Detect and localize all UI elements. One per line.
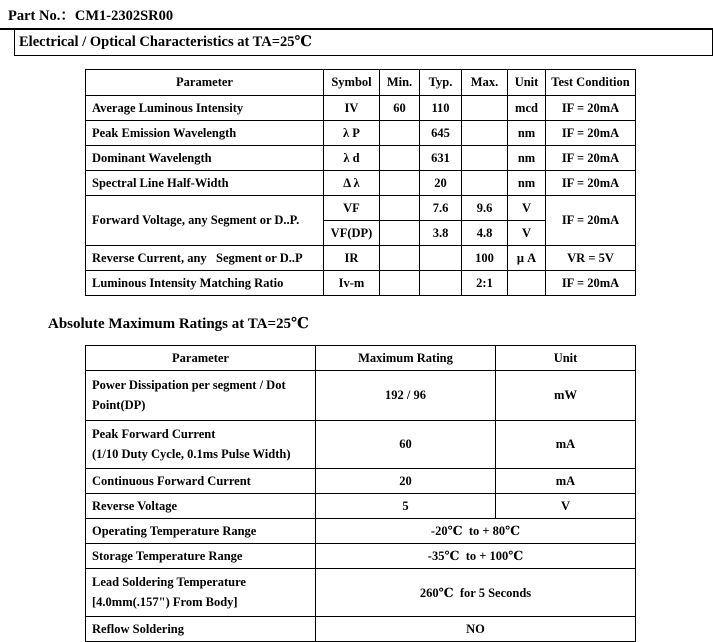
row-peak-forward-current [86,421,636,469]
cell-typ: 3.8 [420,221,462,246]
cell-test-condition: IF = 20mA [546,196,636,246]
cell-typ [420,246,462,271]
cell-max [462,96,508,121]
row-luminous-intensity-matching-ratio [86,271,636,296]
cell-parameter: Dominant Wavelength [86,146,324,171]
cell-merged-value: -20℃ to + 80℃ [316,519,636,544]
table-header-row [86,70,636,96]
parameter-line-2: Point(DP) [92,397,146,412]
cell-test-condition: IF = 20mA [546,271,636,296]
parameter-line-1: Lead Soldering Temperature [92,575,246,590]
absolute-maximum-ratings-table [85,345,636,642]
row-average-luminous-intensity [86,96,636,121]
cell-parameter: Continuous Forward Current [86,469,316,494]
cell-parameter: Peak Emission Wavelength [86,121,324,146]
cell-min [380,121,420,146]
cell-typ: 20 [420,171,462,196]
cell-symbol: IV [324,96,380,121]
cell-parameter: Luminous Intensity Matching Ratio [86,271,324,296]
cell-max [462,171,508,196]
column-header-parameter: Parameter [86,70,324,96]
cell-min [380,246,420,271]
cell-test-condition: IF = 20mA [546,146,636,171]
cell-unit: μ A [508,246,546,271]
cell-symbol: λ P [324,121,380,146]
cell-max: 2:1 [462,271,508,296]
cell-typ [420,271,462,296]
row-reflow-soldering [86,617,636,642]
cell-min [380,146,420,171]
section-electrical-title: Electrical / Optical Characteristics at TA=25℃ [19,34,312,50]
part-number-text: Part No.：CM1-2302SR00 [8,8,174,24]
cell-parameter: Reverse Current, any Segment or D..P [86,246,324,271]
cell-parameter: Reverse Voltage [86,494,316,519]
section-maximum-ratings-title [48,314,713,333]
parameter-line-1: Peak Forward Current [92,427,216,442]
parameter-line-2: (1/10 Duty Cycle, 0.1ms Pulse Width) [92,446,291,461]
column-header-parameter: Parameter [86,346,316,371]
cell-parameter: Operating Temperature Range [86,519,316,544]
cell-parameter: Storage Temperature Range [86,544,316,569]
cell-max: 9.6 [462,196,508,221]
section-maximum-ratings-title-text: Absolute Maximum Ratings at TA=25℃ [48,316,309,332]
column-header-max: Max. [462,70,508,96]
cell-min [380,171,420,196]
section-electrical-title-box [14,30,713,56]
row-lead-soldering-temperature [86,569,636,617]
cell-symbol: Δ λ [324,171,380,196]
cell-unit: nm [508,171,546,196]
cell-parameter: Forward Voltage, any Segment or D..P. [86,196,324,246]
cell-typ: 110 [420,96,462,121]
cell-unit: mcd [508,96,546,121]
cell-unit: nm [508,121,546,146]
cell-typ: 645 [420,121,462,146]
part-number-header [0,0,713,30]
cell-typ: 7.6 [420,196,462,221]
column-header-min: Min. [380,70,420,96]
row-operating-temperature-range [86,519,636,544]
cell-unit [508,271,546,296]
cell-maximum-rating: 20 [316,469,496,494]
column-header-test-condition: Test Condition [546,70,636,96]
cell-symbol: λ d [324,146,380,171]
row-storage-temperature-range [86,544,636,569]
cell-parameter: Reflow Soldering [86,617,316,642]
cell-test-condition: VR = 5V [546,246,636,271]
cell-unit: mW [496,371,636,421]
cell-symbol: Iv-m [324,271,380,296]
cell-test-condition: IF = 20mA [546,96,636,121]
cell-parameter [86,421,316,469]
row-continuous-forward-current [86,469,636,494]
row-forward-voltage-vf [86,196,636,221]
cell-parameter: Average Luminous Intensity [86,96,324,121]
cell-unit: V [496,494,636,519]
cell-min [380,271,420,296]
cell-symbol: IR [324,246,380,271]
cell-typ: 631 [420,146,462,171]
cell-merged-value: 260℃ for 5 Seconds [316,569,636,617]
row-reverse-current [86,246,636,271]
cell-max [462,146,508,171]
cell-symbol: VF(DP) [324,221,380,246]
cell-max: 100 [462,246,508,271]
cell-min [380,196,420,221]
cell-parameter [86,371,316,421]
cell-max [462,121,508,146]
column-header-maximum-rating: Maximum Rating [316,346,496,371]
cell-max: 4.8 [462,221,508,246]
row-reverse-voltage [86,494,636,519]
row-power-dissipation [86,371,636,421]
parameter-line-1: Power Dissipation per segment / Dot [92,378,286,393]
cell-maximum-rating: 60 [316,421,496,469]
cell-min [380,221,420,246]
row-dominant-wavelength [86,146,636,171]
cell-maximum-rating: 5 [316,494,496,519]
cell-unit: mA [496,469,636,494]
cell-merged-value: -35℃ to + 100℃ [316,544,636,569]
row-spectral-line-half-width [86,171,636,196]
row-peak-emission-wavelength [86,121,636,146]
column-header-unit: Unit [508,70,546,96]
cell-parameter [86,569,316,617]
column-header-unit: Unit [496,346,636,371]
cell-test-condition: IF = 20mA [546,171,636,196]
parameter-line-2: [4.0mm(.157") From Body] [92,594,238,609]
cell-unit: V [508,196,546,221]
table-header-row [86,346,636,371]
cell-parameter: Spectral Line Half-Width [86,171,324,196]
column-header-typ: Typ. [420,70,462,96]
cell-unit: nm [508,146,546,171]
cell-merged-value: NO [316,617,636,642]
column-header-symbol: Symbol [324,70,380,96]
cell-min: 60 [380,96,420,121]
cell-symbol: VF [324,196,380,221]
cell-unit: V [508,221,546,246]
cell-test-condition: IF = 20mA [546,121,636,146]
cell-unit: mA [496,421,636,469]
cell-maximum-rating: 192 / 96 [316,371,496,421]
electrical-characteristics-table [85,69,636,296]
